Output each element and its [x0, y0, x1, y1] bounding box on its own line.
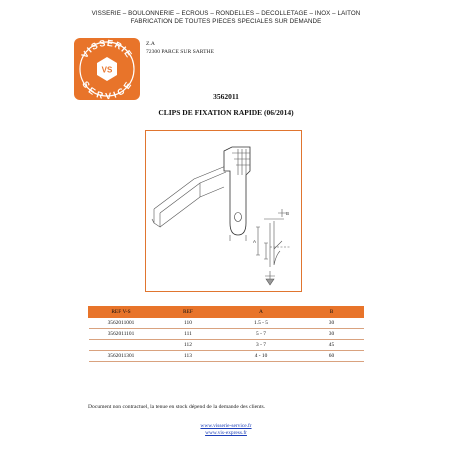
table-cell: 30 [300, 329, 364, 340]
clip-drawing-svg [146, 131, 303, 293]
footer-links [0, 423, 452, 437]
address-line-1: Z.A [146, 41, 155, 47]
table-cell [89, 340, 154, 351]
visserie-service-logo [74, 38, 140, 100]
table-cell: 110 [154, 318, 223, 329]
page-header [0, 10, 452, 25]
column-header: REF [154, 307, 223, 318]
spec-table [88, 306, 364, 362]
address-block [146, 41, 214, 56]
table-row [89, 351, 364, 362]
table-cell: 3562011101 [89, 329, 154, 340]
table-cell: 3 - 7 [223, 340, 300, 351]
table-cell: 111 [154, 329, 223, 340]
table-cell: 45 [300, 340, 364, 351]
table-cell: 4 - 10 [223, 351, 300, 362]
header-line-1: VISSERIE – BOULONNERIE – ECROUS – RONDELLES – DECOLLETAGE – INOX – LAITON [91, 10, 361, 17]
document-number: 3562011 [213, 92, 239, 101]
address-line-2: 72300 PARCE SUR SARTHE [146, 48, 214, 55]
logo-monogram: VS [101, 65, 113, 75]
website-link-vis-express[interactable]: www.vis-express.fr [205, 430, 247, 436]
table-cell: 113 [154, 351, 223, 362]
dimension-label-a: A [253, 239, 257, 244]
table-cell: 3562011001 [89, 318, 154, 329]
website-link-visserie-service[interactable]: www.visserie-service.fr [200, 423, 252, 429]
table-row [89, 329, 364, 340]
header-line-2: FABRICATION DE TOUTES PIECES SPECIALES SUR DEMANDE [130, 17, 322, 25]
logo-top-text: VISSERIE [79, 38, 135, 60]
table-cell: 112 [154, 340, 223, 351]
table-row [89, 318, 364, 329]
dimension-label-b: B [286, 211, 290, 216]
table-header-row [89, 307, 364, 318]
logo-bottom-text: SERVICE [80, 79, 134, 100]
table-cell: 60 [300, 351, 364, 362]
table-cell: 30 [300, 318, 364, 329]
column-header: B [300, 307, 364, 318]
document-title: CLIPS DE FIXATION RAPIDE (06/2014) [158, 108, 294, 117]
technical-drawing [145, 130, 302, 292]
logo-graphic [74, 38, 140, 100]
table-row [89, 340, 364, 351]
column-header: A [223, 307, 300, 318]
disclaimer-text: Document non contractuel, la tenue en stock dépend de la demande des clients. [88, 404, 266, 410]
column-header: REF V-S [89, 307, 154, 318]
table-cell: 3562011301 [89, 351, 154, 362]
table-cell: 5 - 7 [223, 329, 300, 340]
table-cell: 1.5 - 5 [223, 318, 300, 329]
